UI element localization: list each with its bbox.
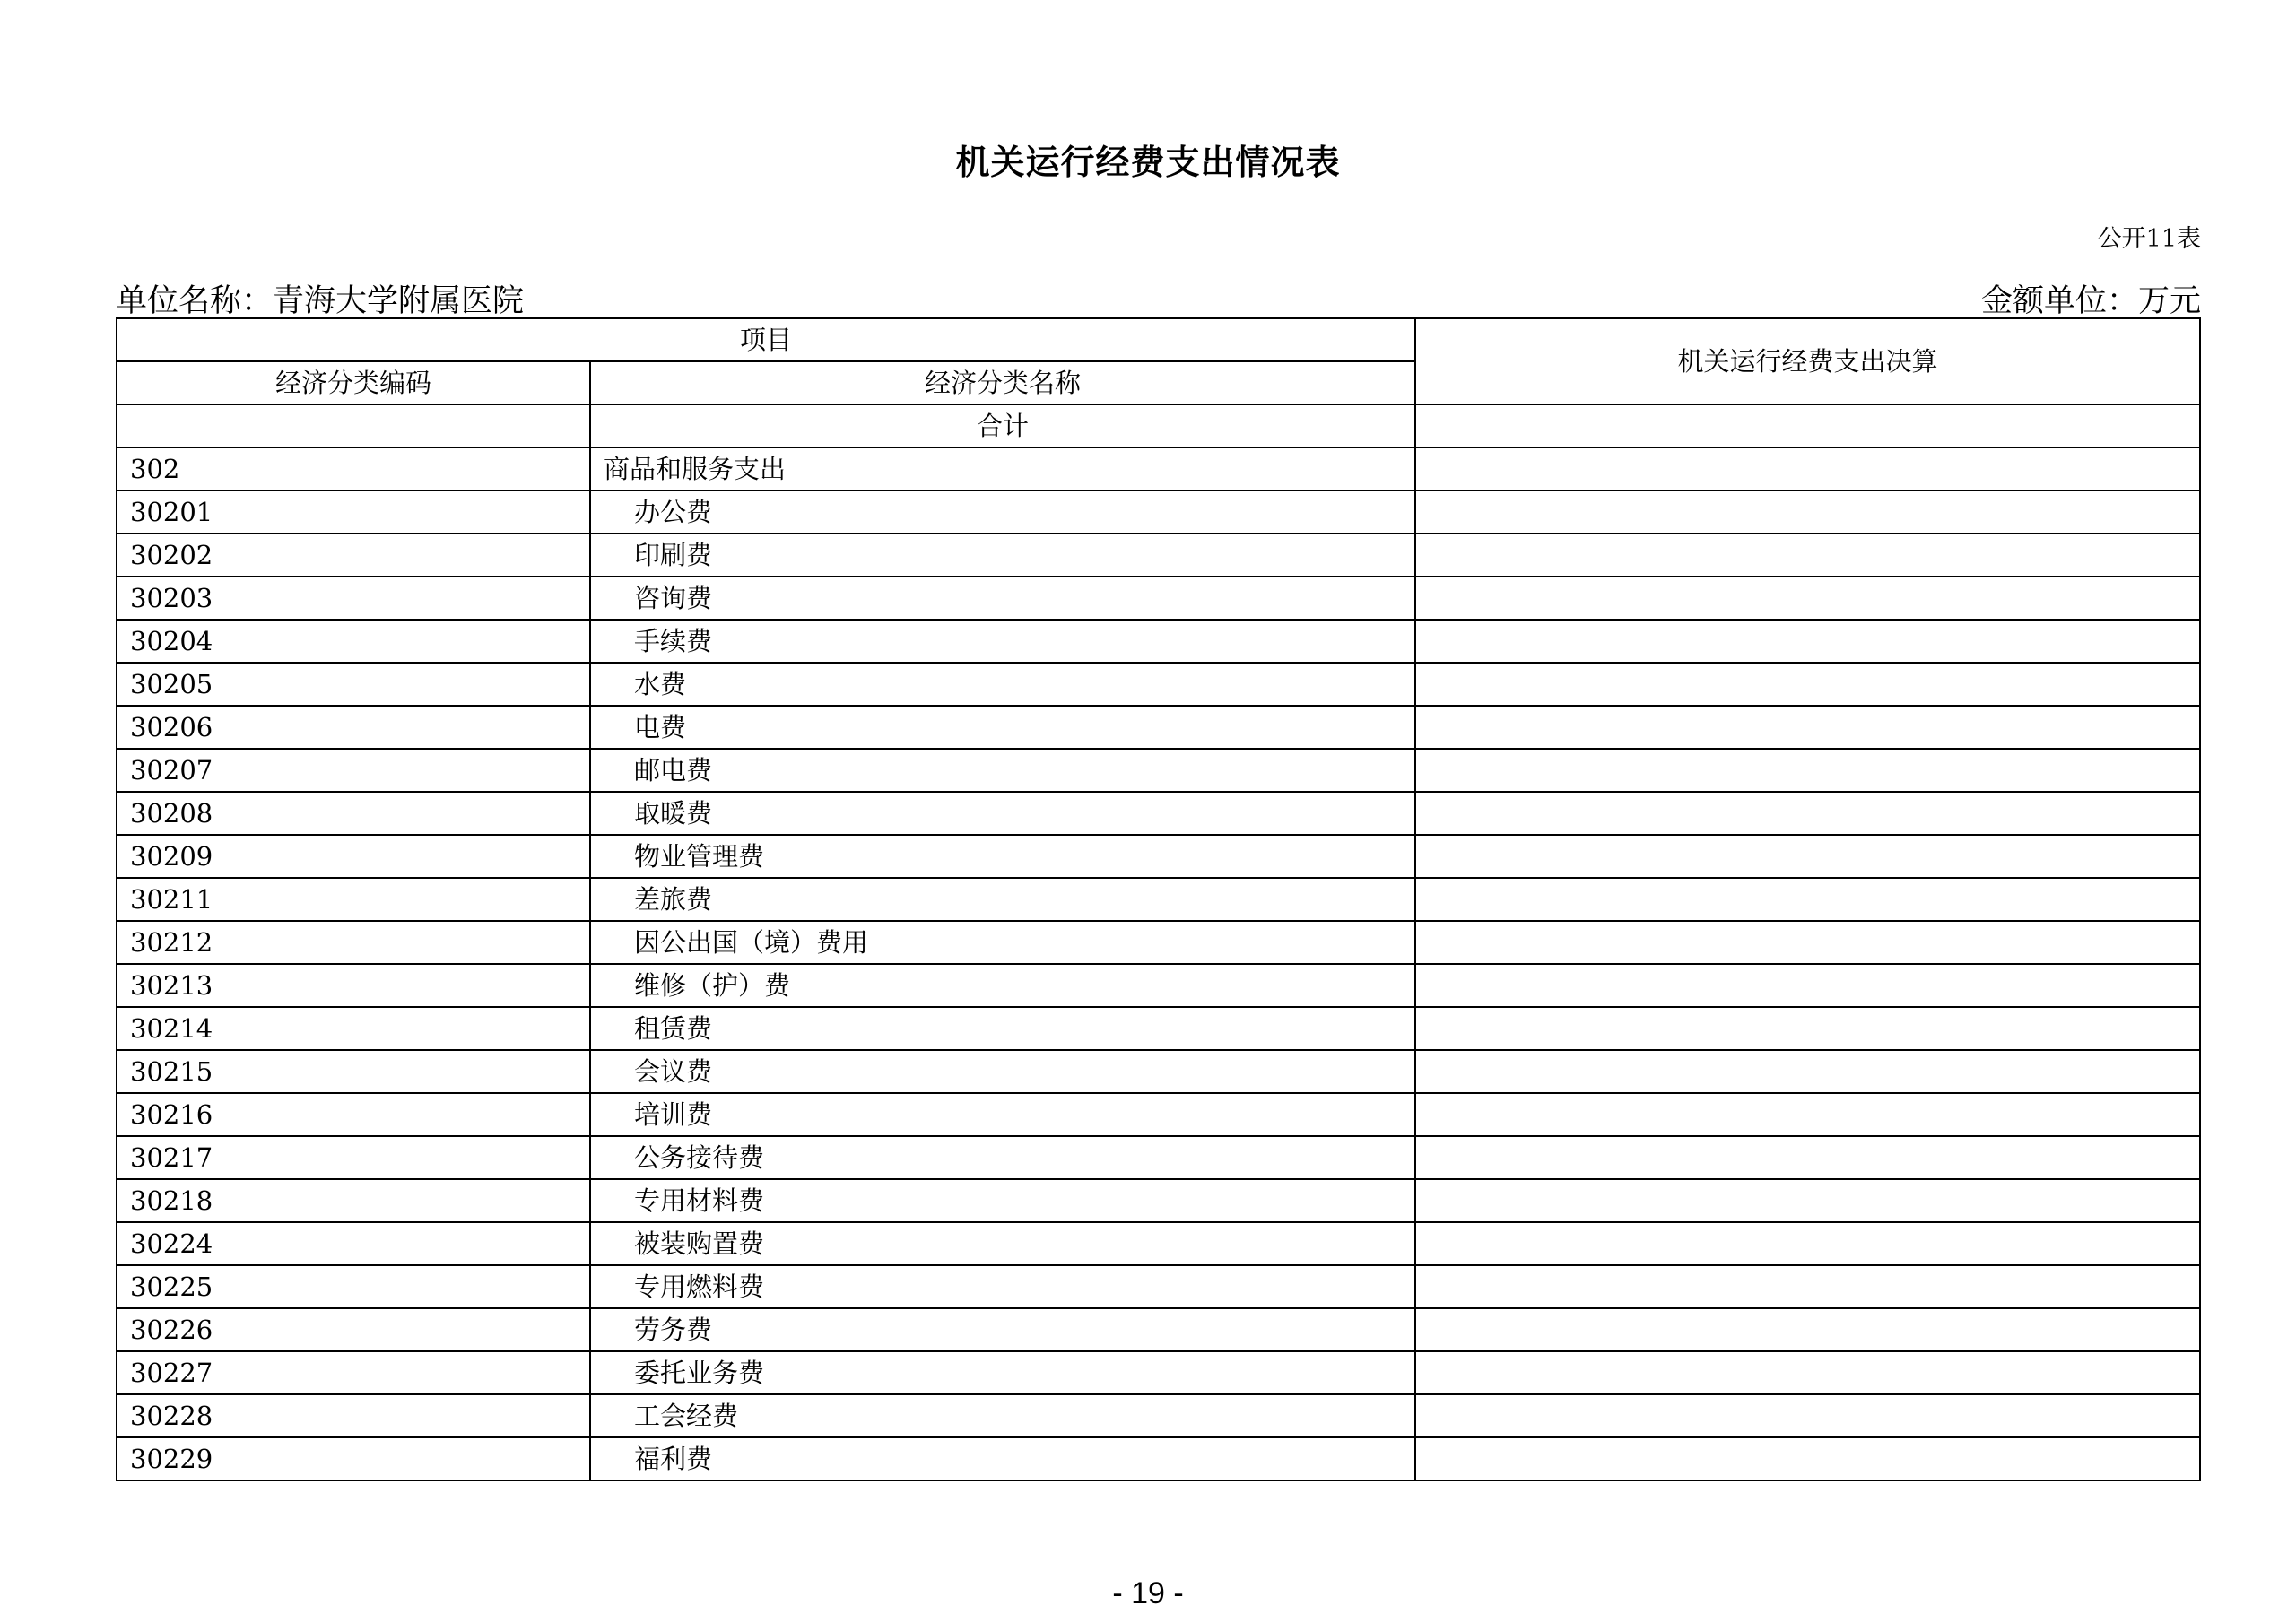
row-code: 30228: [117, 1394, 590, 1437]
row-amount: [1415, 620, 2200, 663]
header-project: 项目: [117, 318, 1415, 361]
total-label: 合计: [590, 404, 1415, 447]
row-name: 维修（护）费: [590, 964, 1415, 1007]
row-name: 专用燃料费: [590, 1265, 1415, 1308]
row-amount: [1415, 964, 2200, 1007]
page-number: - 19 -: [1112, 1576, 1184, 1610]
table-row: [117, 749, 2200, 792]
row-name: 工会经费: [590, 1394, 1415, 1437]
row-amount: [1415, 1308, 2200, 1351]
row-amount: [1415, 835, 2200, 878]
table-row: [117, 921, 2200, 964]
row-code: 30207: [117, 749, 590, 792]
table-row: [117, 1007, 2200, 1050]
row-amount: [1415, 1222, 2200, 1265]
header-code: 经济分类编码: [117, 361, 590, 404]
row-code: 30201: [117, 490, 590, 534]
table-row: [117, 706, 2200, 749]
row-amount: [1415, 534, 2200, 577]
row-amount: [1415, 1136, 2200, 1179]
row-code: 30204: [117, 620, 590, 663]
row-code: 30224: [117, 1222, 590, 1265]
row-code: 30213: [117, 964, 590, 1007]
table-row: [117, 1351, 2200, 1394]
table-row: [117, 878, 2200, 921]
table-row: [117, 447, 2200, 490]
header-amount: 机关运行经费支出决算: [1415, 318, 2200, 404]
row-name: 电费: [590, 706, 1415, 749]
row-code: 30209: [117, 835, 590, 878]
row-amount: [1415, 1093, 2200, 1136]
table-row: [117, 1136, 2200, 1179]
table-row: [117, 490, 2200, 534]
header-name: 经济分类名称: [590, 361, 1415, 404]
row-code: 30202: [117, 534, 590, 577]
table-row: [117, 835, 2200, 878]
row-code: 30229: [117, 1437, 590, 1480]
row-name: 物业管理费: [590, 835, 1415, 878]
header-row-1: [117, 318, 2200, 361]
row-name: 手续费: [590, 620, 1415, 663]
total-row: [117, 404, 2200, 447]
table-number: 公开11表: [2097, 225, 2201, 253]
table-row: [117, 964, 2200, 1007]
table-row: [117, 1394, 2200, 1437]
row-amount: [1415, 1050, 2200, 1093]
row-name: 商品和服务支出: [590, 447, 1415, 490]
row-amount: [1415, 1265, 2200, 1308]
row-name: 办公费: [590, 490, 1415, 534]
row-amount: [1415, 1351, 2200, 1394]
row-code: 30206: [117, 706, 590, 749]
total-code-cell: [117, 404, 590, 447]
row-code: 30205: [117, 663, 590, 706]
table-row: [117, 1308, 2200, 1351]
row-name: 租赁费: [590, 1007, 1415, 1050]
row-amount: [1415, 577, 2200, 620]
money-unit-label: 金额单位：万元: [1980, 283, 2201, 319]
table-row: [117, 1265, 2200, 1308]
expenditure-table: [116, 317, 2201, 1481]
row-name: 公务接待费: [590, 1136, 1415, 1179]
row-name: 会议费: [590, 1050, 1415, 1093]
table-row: [117, 620, 2200, 663]
row-name: 福利费: [590, 1437, 1415, 1480]
row-code: 30226: [117, 1308, 590, 1351]
row-code: 30208: [117, 792, 590, 835]
row-amount: [1415, 1437, 2200, 1480]
row-amount: [1415, 878, 2200, 921]
table-row: [117, 577, 2200, 620]
row-code: 302: [117, 447, 590, 490]
row-code: 30211: [117, 878, 590, 921]
row-amount: [1415, 792, 2200, 835]
row-amount: [1415, 447, 2200, 490]
row-amount: [1415, 1007, 2200, 1050]
row-code: 30203: [117, 577, 590, 620]
table-row: [117, 534, 2200, 577]
row-name: 因公出国（境）费用: [590, 921, 1415, 964]
row-name: 培训费: [590, 1093, 1415, 1136]
row-code: 30218: [117, 1179, 590, 1222]
unit-name-label: 单位名称：青海大学附属医院: [116, 283, 525, 319]
row-name: 邮电费: [590, 749, 1415, 792]
table-row: [117, 1093, 2200, 1136]
row-name: 取暖费: [590, 792, 1415, 835]
row-code: 30227: [117, 1351, 590, 1394]
table-row: [117, 1179, 2200, 1222]
row-name: 水费: [590, 663, 1415, 706]
row-code: 30214: [117, 1007, 590, 1050]
row-amount: [1415, 706, 2200, 749]
row-amount: [1415, 663, 2200, 706]
row-name: 印刷费: [590, 534, 1415, 577]
table-row: [117, 1222, 2200, 1265]
row-amount: [1415, 1179, 2200, 1222]
row-amount: [1415, 1394, 2200, 1437]
table-row: [117, 792, 2200, 835]
row-name: 咨询费: [590, 577, 1415, 620]
row-code: 30215: [117, 1050, 590, 1093]
row-amount: [1415, 490, 2200, 534]
row-name: 劳务费: [590, 1308, 1415, 1351]
row-code: 30216: [117, 1093, 590, 1136]
row-amount: [1415, 749, 2200, 792]
row-name: 差旅费: [590, 878, 1415, 921]
row-code: 30212: [117, 921, 590, 964]
total-amount-cell: [1415, 404, 2200, 447]
table-row: [117, 663, 2200, 706]
row-code: 30225: [117, 1265, 590, 1308]
table-row: [117, 1050, 2200, 1093]
row-name: 专用材料费: [590, 1179, 1415, 1222]
table-row: [117, 1437, 2200, 1480]
row-name: 委托业务费: [590, 1351, 1415, 1394]
row-name: 被装购置费: [590, 1222, 1415, 1265]
page-title: 机关运行经费支出情况表: [955, 143, 1341, 182]
row-code: 30217: [117, 1136, 590, 1179]
row-amount: [1415, 921, 2200, 964]
